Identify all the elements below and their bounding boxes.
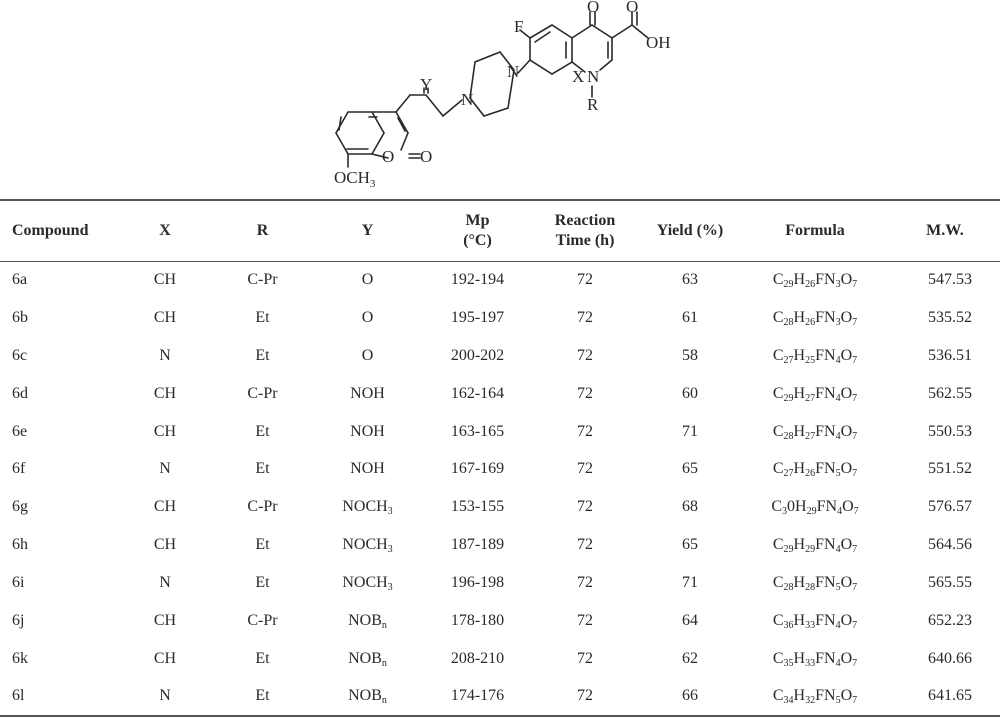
cell-yield: 65	[682, 460, 698, 478]
cell-yield: 63	[682, 271, 698, 289]
header-formula: Formula	[785, 221, 845, 239]
cell-formula: $C_30H_{29}FN_4O_7$	[771, 498, 859, 518]
cell-yield: 58	[682, 346, 698, 364]
cell-r: C-Pr	[247, 611, 278, 629]
cell-reaction-time: 72	[577, 384, 593, 402]
cell-yield: 64	[682, 611, 698, 629]
cell-reaction-time: 72	[577, 271, 593, 289]
cell-mp: 167-169	[450, 460, 505, 478]
cell-reaction-time: 72	[577, 460, 593, 478]
cell-mp: 163-165	[450, 422, 505, 440]
cell-yield: 61	[682, 308, 698, 326]
cell-formula: $C_{28}H_{28}FN_5O_7$	[772, 574, 858, 594]
cell-compound: 6d	[12, 384, 28, 402]
quinolone-nitrogen-label: N	[587, 67, 600, 86]
header-reaction-time: Reaction Time (h)	[554, 211, 616, 249]
cell-yield: 66	[682, 687, 698, 705]
cell-mw: 652.23	[928, 611, 972, 629]
cell-y: $NOB_n$	[348, 687, 387, 707]
cell-r: C-Pr	[247, 384, 278, 402]
ketone-oxygen-label: O	[587, 0, 600, 16]
cell-x: CH	[153, 649, 177, 667]
hydroxyl-label: OH	[646, 33, 671, 52]
cell-mw: 564.56	[928, 536, 972, 554]
table-row	[0, 564, 1000, 602]
cell-reaction-time: 72	[577, 687, 593, 705]
cell-r: Et	[255, 687, 270, 705]
header-mw: M.W.	[926, 221, 964, 239]
table-row	[0, 602, 1000, 640]
table-row	[0, 375, 1000, 413]
r-group-label: R	[587, 95, 599, 114]
structure-drawing	[0, 0, 1000, 198]
cell-reaction-time: 72	[577, 498, 593, 516]
cell-x: N	[159, 574, 171, 592]
cell-mw: 536.51	[928, 346, 972, 364]
cell-formula: $C_{27}H_{26}FN_5O_7$	[772, 460, 858, 480]
cell-y: $NOCH_3$	[342, 498, 393, 518]
cell-x: CH	[153, 384, 177, 402]
cell-y: O	[361, 271, 374, 289]
x-position-label: X	[572, 67, 585, 86]
cell-y: O	[361, 346, 374, 364]
table-row	[0, 526, 1000, 564]
cell-mw: 547.53	[928, 271, 972, 289]
cell-yield: 65	[682, 536, 698, 554]
header-x: X	[159, 221, 171, 239]
header-compound: Compound	[12, 221, 89, 239]
cell-x: CH	[153, 611, 177, 629]
cell-compound: 6k	[12, 649, 28, 667]
cell-yield: 71	[682, 574, 698, 592]
y-group-label: Y	[420, 75, 433, 94]
cell-r: C-Pr	[247, 498, 278, 516]
cell-mp: 153-155	[450, 498, 505, 516]
cell-y: NOH	[350, 422, 385, 440]
cell-r: Et	[255, 574, 270, 592]
piperazine-nitrogen-label: N	[507, 62, 520, 81]
cell-compound: 6l	[12, 687, 25, 705]
cell-reaction-time: 72	[577, 536, 593, 554]
cell-compound: 6h	[12, 536, 28, 554]
header-r: R	[256, 221, 269, 239]
header-y: Y	[361, 221, 374, 239]
cell-x: N	[159, 460, 171, 478]
cell-y: NOH	[350, 384, 385, 402]
cell-r: Et	[255, 649, 270, 667]
header-mp: Mp (°C)	[463, 211, 492, 249]
cell-yield: 68	[682, 498, 698, 516]
cell-y: NOH	[350, 460, 385, 478]
cell-r: Et	[255, 422, 270, 440]
table-header-row	[0, 200, 1000, 261]
cell-compound: 6c	[12, 346, 28, 364]
piperazine-nitrogen-2-label: N	[461, 90, 474, 109]
cell-formula: $C_{28}H_{26}FN_3O_7$	[772, 308, 858, 328]
cell-yield: 62	[682, 649, 698, 667]
cell-reaction-time: 72	[577, 422, 593, 440]
cell-compound: 6f	[12, 460, 26, 478]
cell-x: CH	[153, 536, 177, 554]
cell-reaction-time: 72	[577, 308, 593, 326]
cell-reaction-time: 72	[577, 574, 593, 592]
table-row	[0, 450, 1000, 488]
cell-r: Et	[255, 346, 270, 364]
cell-reaction-time: 72	[577, 346, 593, 364]
header-yield: Yield (%)	[656, 221, 724, 239]
compounds-table	[0, 199, 1000, 717]
cell-mp: 200-202	[450, 346, 505, 364]
cell-mp: 192-194	[450, 271, 505, 289]
cell-r: Et	[255, 460, 270, 478]
cell-mp: 187-189	[450, 536, 505, 554]
cell-compound: 6e	[12, 422, 28, 440]
cell-x: CH	[153, 308, 177, 326]
cell-reaction-time: 72	[577, 611, 593, 629]
cell-formula: $C_{29}H_{27}FN_4O_7$	[772, 384, 858, 404]
table-row	[0, 488, 1000, 526]
cell-mw: 641.65	[928, 687, 972, 705]
cell-x: CH	[153, 271, 177, 289]
cell-compound: 6j	[12, 611, 25, 629]
cell-mw: 576.57	[928, 498, 972, 516]
cell-formula: $C_{36}H_{33}FN_4O_7$	[772, 611, 858, 631]
cell-compound: 6a	[12, 271, 28, 289]
cell-formula: $C_{34}H_{32}FN_5O_7$	[772, 687, 858, 707]
cell-r: Et	[255, 536, 270, 554]
table-row	[0, 261, 1000, 299]
cell-mp: 174-176	[450, 687, 505, 705]
table-body	[0, 261, 1000, 716]
fluorine-label: F	[514, 17, 524, 36]
cell-x: CH	[153, 422, 177, 440]
cell-mw: 535.52	[928, 308, 972, 326]
cell-formula: $C_{35}H_{33}FN_4O_7$	[772, 649, 858, 669]
cell-mp: 162-164	[450, 384, 505, 402]
cell-compound: 6g	[12, 498, 28, 516]
cell-formula: $C_{27}H_{25}FN_4O_7$	[772, 346, 858, 366]
cell-r: C-Pr	[247, 271, 278, 289]
cell-compound: 6b	[12, 308, 28, 326]
cell-y: $NOCH_3$	[342, 536, 393, 556]
cell-yield: 71	[682, 422, 698, 440]
cell-yield: 60	[682, 384, 698, 402]
cell-mp: 195-197	[450, 308, 505, 326]
methoxy-label: $OCH_3$	[334, 168, 376, 190]
lactone-oxygen-label: O	[420, 147, 433, 166]
table-row	[0, 640, 1000, 678]
cell-mp: 208-210	[450, 649, 505, 667]
chemical-structure	[0, 0, 1000, 198]
cell-mw: 640.66	[928, 649, 972, 667]
table-row	[0, 337, 1000, 375]
cell-formula: $C_{29}H_{26}FN_3O_7$	[772, 271, 858, 291]
table-row	[0, 678, 1000, 716]
cell-mw: 551.52	[928, 460, 972, 478]
cell-y: O	[361, 308, 374, 326]
table-row	[0, 299, 1000, 337]
cell-formula: $C_{29}H_{29}FN_4O_7$	[772, 536, 858, 556]
cell-mp: 178-180	[450, 611, 505, 629]
cell-y: $NOCH_3$	[342, 574, 393, 594]
table-row	[0, 413, 1000, 451]
cell-x: N	[159, 346, 171, 364]
cell-formula: $C_{28}H_{27}FN_4O_7$	[772, 422, 858, 442]
cell-r: Et	[255, 308, 270, 326]
cell-mp: 196-198	[450, 574, 505, 592]
cell-y: $NOB_n$	[348, 611, 387, 631]
acid-oxygen-label: O	[626, 0, 639, 16]
cell-x: N	[159, 687, 171, 705]
cell-y: $NOB_n$	[348, 649, 387, 669]
cell-mw: 565.55	[928, 574, 972, 592]
cell-x: CH	[153, 498, 177, 516]
cell-compound: 6i	[12, 574, 25, 592]
cell-mw: 562.55	[928, 384, 972, 402]
cell-reaction-time: 72	[577, 649, 593, 667]
cell-mw: 550.53	[928, 422, 972, 440]
ring-oxygen-label: O	[382, 147, 395, 166]
